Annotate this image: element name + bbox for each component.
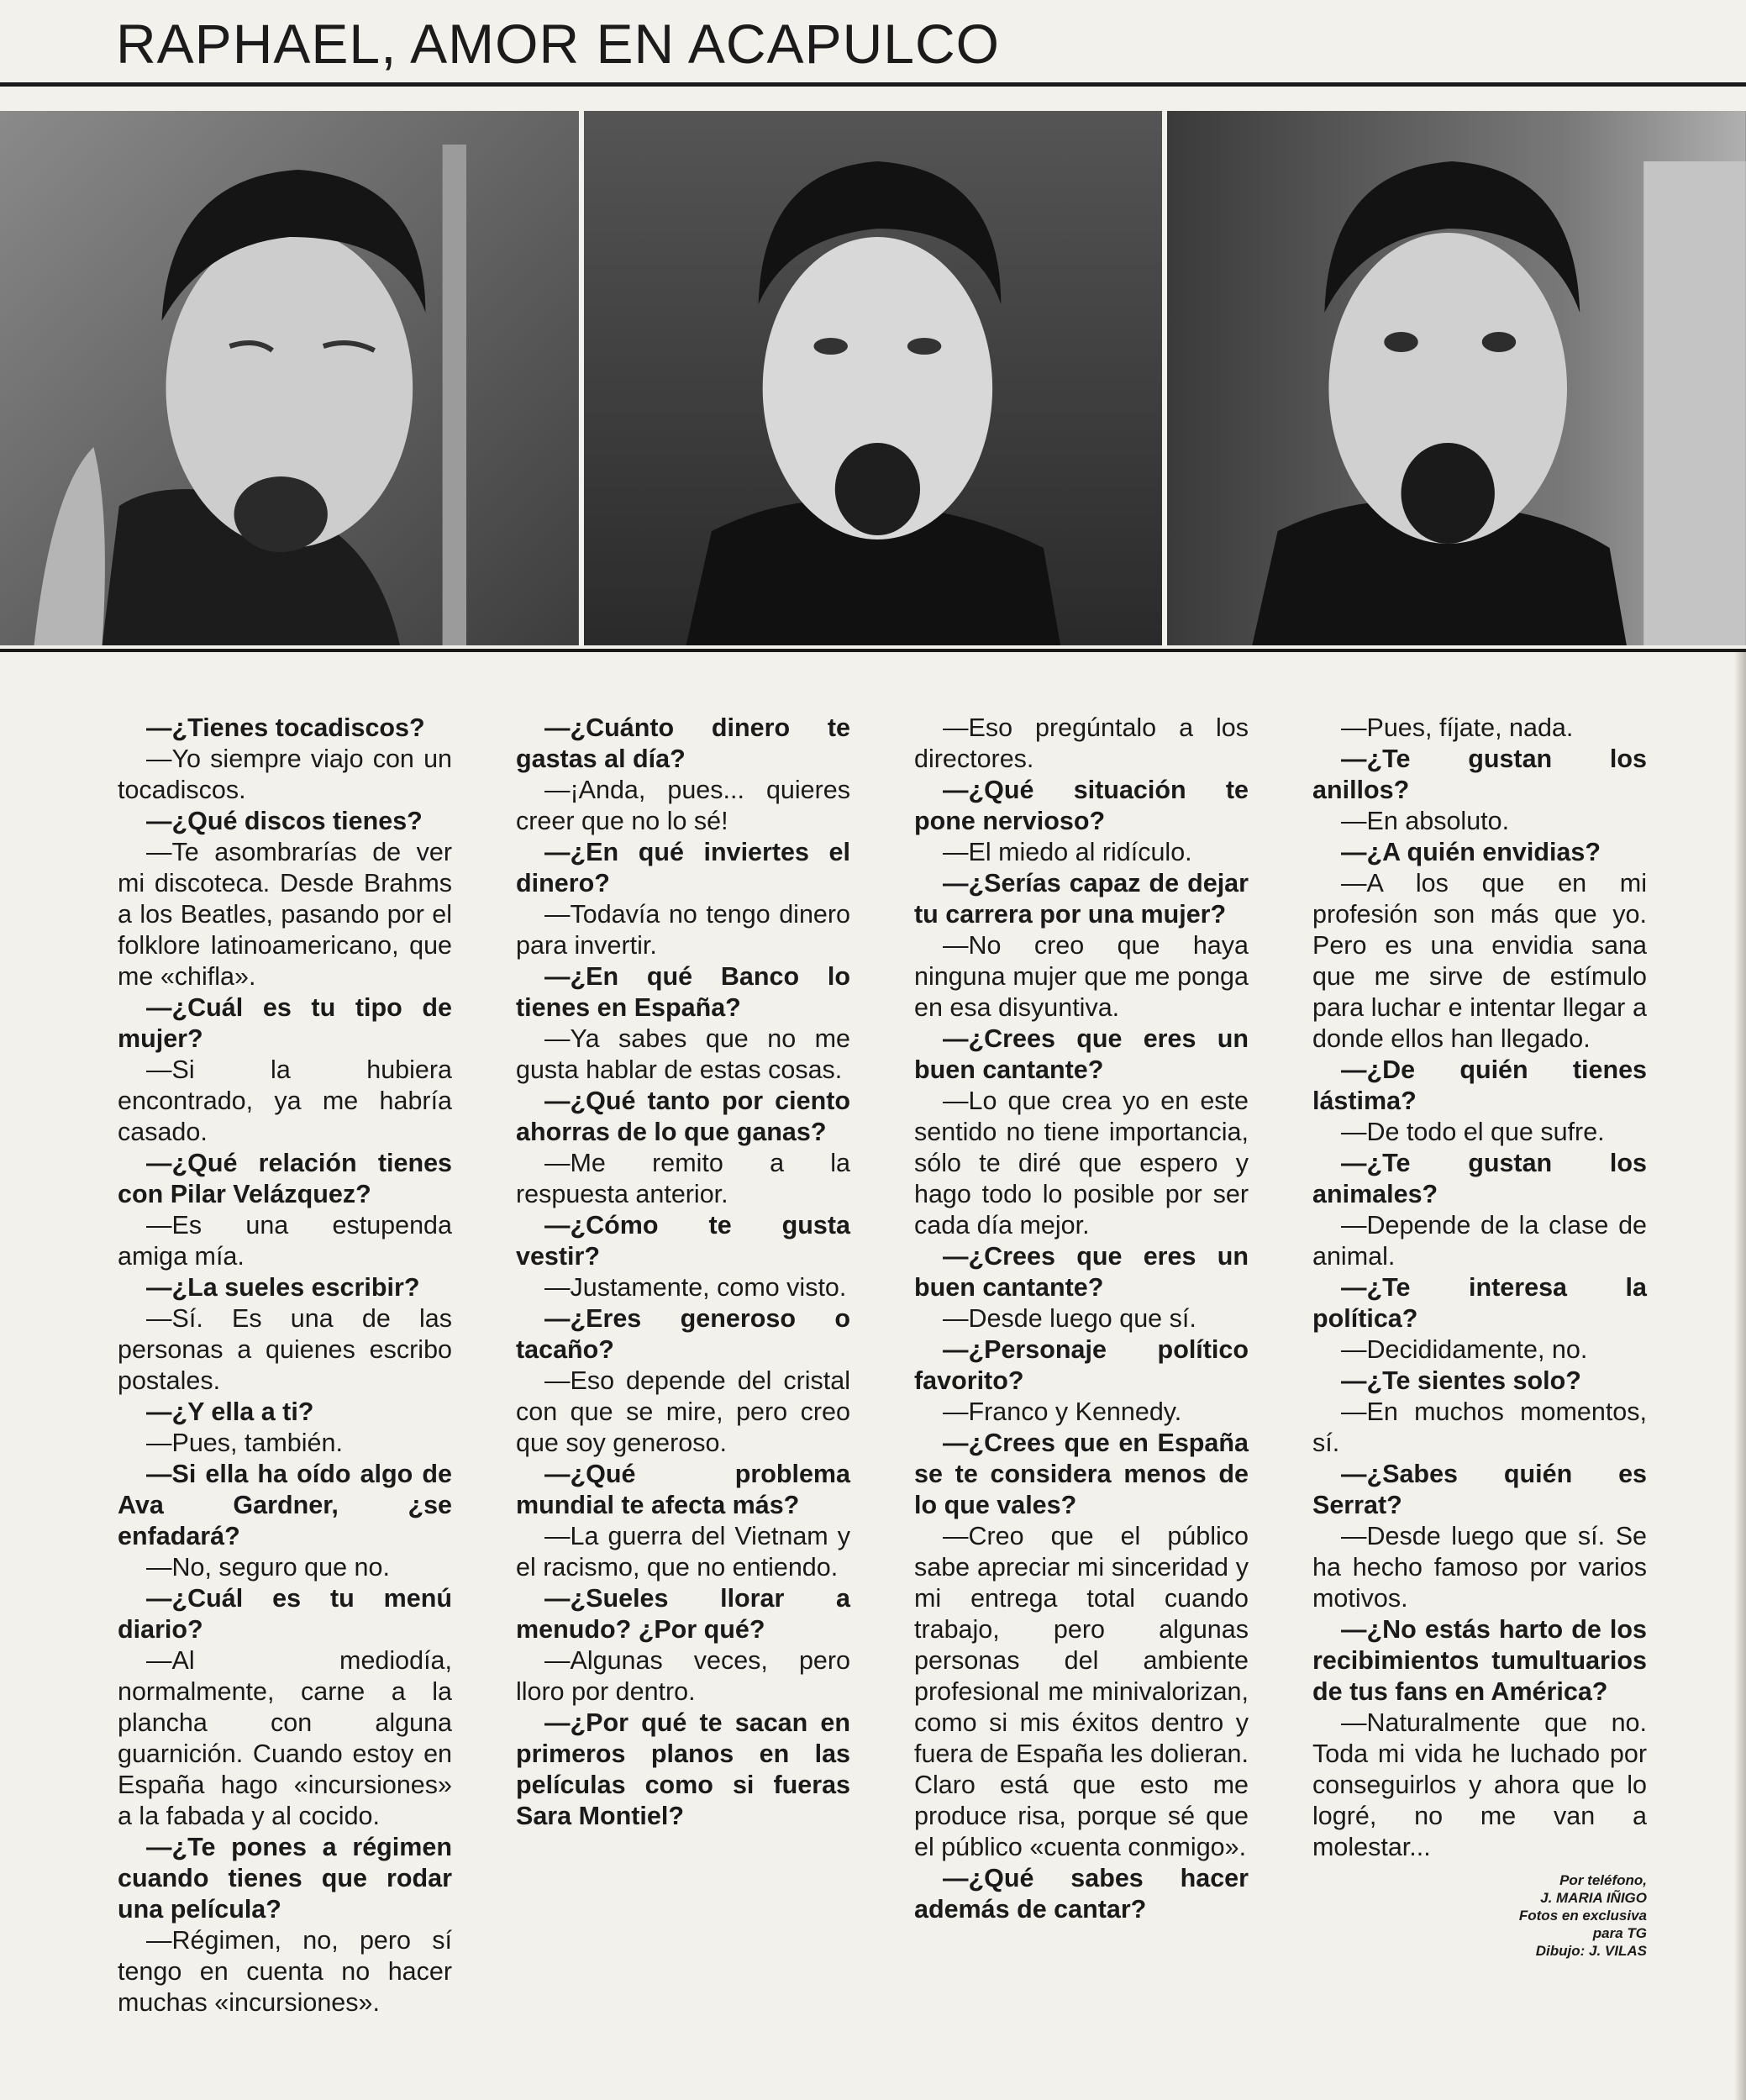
interview-answer: —Decididamente, no. bbox=[1341, 1335, 1588, 1364]
interview-question: —¿Eres generoso o tacaño? bbox=[516, 1304, 850, 1364]
interview-question: —¿Qué problema mundial te afecta más? bbox=[516, 1460, 850, 1519]
interview-question: —¿Te gustan los anillos? bbox=[1312, 745, 1647, 804]
interview-answer: —Sí. Es una de las personas a quienes escribo postales. bbox=[118, 1304, 452, 1395]
interview-question: —¿Qué situación te pone nervioso? bbox=[914, 776, 1249, 835]
interview-answer: —De todo el que sufre. bbox=[1341, 1118, 1605, 1146]
interview-question: —¿Cuál es tu tipo de mujer? bbox=[118, 993, 452, 1053]
interview-answer: —Ya sabes que no me gusta hablar de estas cosas. bbox=[516, 1024, 850, 1084]
interview-question: —¿Y ella a ti? bbox=[146, 1397, 314, 1426]
interview-question: —¿Serías capaz de dejar tu carrera por una mujer? bbox=[914, 869, 1249, 929]
article-body bbox=[118, 713, 1647, 2018]
interview-question: —¿Sueles llorar a menudo? ¿Por qué? bbox=[516, 1584, 850, 1644]
photo-2 bbox=[584, 111, 1163, 645]
interview-question: —¿Cómo te gusta vestir? bbox=[516, 1211, 850, 1271]
interview-answer: —¡Anda, pues... quieres creer que no lo sé! bbox=[516, 776, 850, 835]
interview-answer: —Justamente, como visto. bbox=[544, 1273, 847, 1302]
interview-question: —¿Por qué te sacan en primeros planos en las películas como si fueras Sara Montiel? bbox=[516, 1708, 850, 1830]
interview-question: —¿Te interesa la política? bbox=[1312, 1273, 1647, 1333]
interview-question: —¿Tienes tocadiscos? bbox=[146, 713, 425, 742]
article-column-4 bbox=[1312, 713, 1647, 2018]
interview-question: —¿Personaje político favorito? bbox=[914, 1335, 1249, 1395]
interview-answer: —Me remito a la respuesta anterior. bbox=[516, 1149, 850, 1208]
interview-question: —¿Crees que eres un buen cantante? bbox=[914, 1242, 1249, 1302]
interview-answer: —Es una estupenda amiga mía. bbox=[118, 1211, 452, 1271]
interview-question: —¿Qué relación tienes con Pilar Velázquez? bbox=[118, 1149, 452, 1208]
credit-line: Dibujo: J. VILAS bbox=[1535, 1943, 1647, 1959]
singer-portrait-mouth-open-icon bbox=[584, 111, 1163, 645]
interview-question: —¿A quién envidias? bbox=[1341, 838, 1601, 866]
interview-answer: —El miedo al ridículo. bbox=[943, 838, 1192, 866]
interview-answer: —Te asombrarías de ver mi discoteca. Desde Brahms a los Beatles, pasando por el folklore latinoamericano, que me «chifla». bbox=[118, 838, 452, 991]
interview-answer: —Naturalmente que no. Toda mi vida he luchado por conseguirlos y ahora que lo logré, no me van a molestar... bbox=[1312, 1708, 1647, 1861]
interview-answer: —En absoluto. bbox=[1341, 807, 1510, 835]
interview-answer: —Pues, también. bbox=[146, 1429, 343, 1457]
article-column-3 bbox=[914, 713, 1249, 2018]
interview-question: —¿Cuál es tu menú diario? bbox=[118, 1584, 452, 1644]
interview-question: —Si ella ha oído algo de Ava Gardner, ¿se enfadará? bbox=[118, 1460, 452, 1550]
photo-3 bbox=[1167, 111, 1746, 645]
credit-line: Fotos en exclusiva bbox=[1518, 1908, 1647, 1924]
interview-question: —¿Cuánto dinero te gastas al día? bbox=[516, 713, 850, 773]
article-column-2 bbox=[516, 713, 850, 2018]
interview-answer: —No creo que haya ninguna mujer que me ponga en esa disyuntiva. bbox=[914, 931, 1249, 1022]
interview-question: —¿Crees que eres un buen cantante? bbox=[914, 1024, 1249, 1084]
interview-answer: —No, seguro que no. bbox=[146, 1553, 390, 1582]
interview-answer: —Desde luego que sí. Se ha hecho famoso por varios motivos. bbox=[1312, 1522, 1647, 1613]
interview-question: —¿En qué Banco lo tienes en España? bbox=[516, 962, 850, 1022]
interview-answer: —Algunas veces, pero lloro por dentro. bbox=[516, 1646, 850, 1706]
interview-answer: —Al mediodía, normalmente, carne a la plancha con alguna guarnición. Cuando estoy en España hago «incursiones» a la fabada y al cocido. bbox=[118, 1646, 452, 1830]
interview-question: —¿En qué inviertes el dinero? bbox=[516, 838, 850, 897]
photo-strip bbox=[0, 111, 1746, 645]
photo-rule bbox=[0, 649, 1746, 652]
title-rule bbox=[0, 82, 1746, 87]
credit-line: para TG bbox=[1592, 1925, 1647, 1941]
singer-portrait-anguished-icon bbox=[1167, 111, 1746, 645]
credit-line: J. MARIA IÑIGO bbox=[1540, 1890, 1647, 1906]
interview-answer: —Franco y Kennedy. bbox=[943, 1397, 1182, 1426]
interview-answer: —Régimen, no, pero sí tengo en cuenta no hacer muchas «incursiones». bbox=[118, 1926, 452, 2017]
singer-portrait-eyes-closed-icon bbox=[0, 111, 579, 645]
interview-question: —¿De quién tienes lástima? bbox=[1312, 1055, 1647, 1115]
interview-answer: —La guerra del Vietnam y el racismo, que no entiendo. bbox=[516, 1522, 850, 1582]
interview-question: —¿Te pones a régimen cuando tienes que rodar una película? bbox=[118, 1833, 452, 1924]
credit-line: Por teléfono, bbox=[1559, 1872, 1647, 1888]
interview-question: —¿Te sientes solo? bbox=[1341, 1366, 1581, 1395]
photo-1 bbox=[0, 111, 579, 645]
interview-answer: —Pues, fíjate, nada. bbox=[1341, 713, 1574, 742]
interview-question: —¿Te gustan los animales? bbox=[1312, 1149, 1647, 1208]
interview-answer: —Depende de la clase de animal. bbox=[1312, 1211, 1647, 1271]
interview-question: —¿Qué discos tienes? bbox=[146, 807, 423, 835]
page-edge-shadow bbox=[1734, 652, 1746, 2100]
interview-answer: —Creo que el público sabe apreciar mi sinceridad y mi entrega total cuando trabajo, pero algunas personas del ambiente profesional me minivalorizan, como si mis éxitos dentro y fuera de España les dolieran. Claro está que esto me produce risa, porque sé que el público «cuenta conmigo». bbox=[914, 1522, 1249, 1861]
interview-answer: —Lo que crea yo en este sentido no tiene importancia, sólo te diré que espero y hago todo lo posible por ser cada día mejor. bbox=[914, 1087, 1249, 1239]
interview-question: —¿Sabes quién es Serrat? bbox=[1312, 1460, 1647, 1519]
interview-answer: —A los que en mi profesión son más que yo. Pero es una envidia sana que me sirve de estímulo para luchar e intentar llegar a donde ellos han llegado. bbox=[1312, 869, 1647, 1053]
article-column-1 bbox=[118, 713, 452, 2018]
interview-answer: —Todavía no tengo dinero para invertir. bbox=[516, 900, 850, 960]
interview-answer: —Yo siempre viajo con un tocadiscos. bbox=[118, 745, 452, 804]
credits bbox=[1312, 1871, 1647, 1960]
interview-question: —¿Qué tanto por ciento ahorras de lo que ganas? bbox=[516, 1087, 850, 1146]
interview-question: —¿No estás harto de los recibimientos tumultuarios de tus fans en América? bbox=[1312, 1615, 1647, 1706]
interview-answer: —Eso pregúntalo a los directores. bbox=[914, 713, 1249, 773]
interview-question: —¿Qué sabes hacer además de cantar? bbox=[914, 1864, 1249, 1924]
interview-answer: —Eso depende del cristal con que se mire, pero creo que soy generoso. bbox=[516, 1366, 850, 1457]
interview-question: —¿La sueles escribir? bbox=[146, 1273, 420, 1302]
interview-question: —¿Crees que en España se te considera menos de lo que vales? bbox=[914, 1429, 1249, 1519]
interview-answer: —En muchos momentos, sí. bbox=[1312, 1397, 1647, 1457]
page-title: RAPHAEL, AMOR EN ACAPULCO bbox=[116, 13, 1000, 75]
interview-answer: —Si la hubiera encontrado, ya me habría casado. bbox=[118, 1055, 452, 1146]
interview-answer: —Desde luego que sí. bbox=[943, 1304, 1196, 1333]
